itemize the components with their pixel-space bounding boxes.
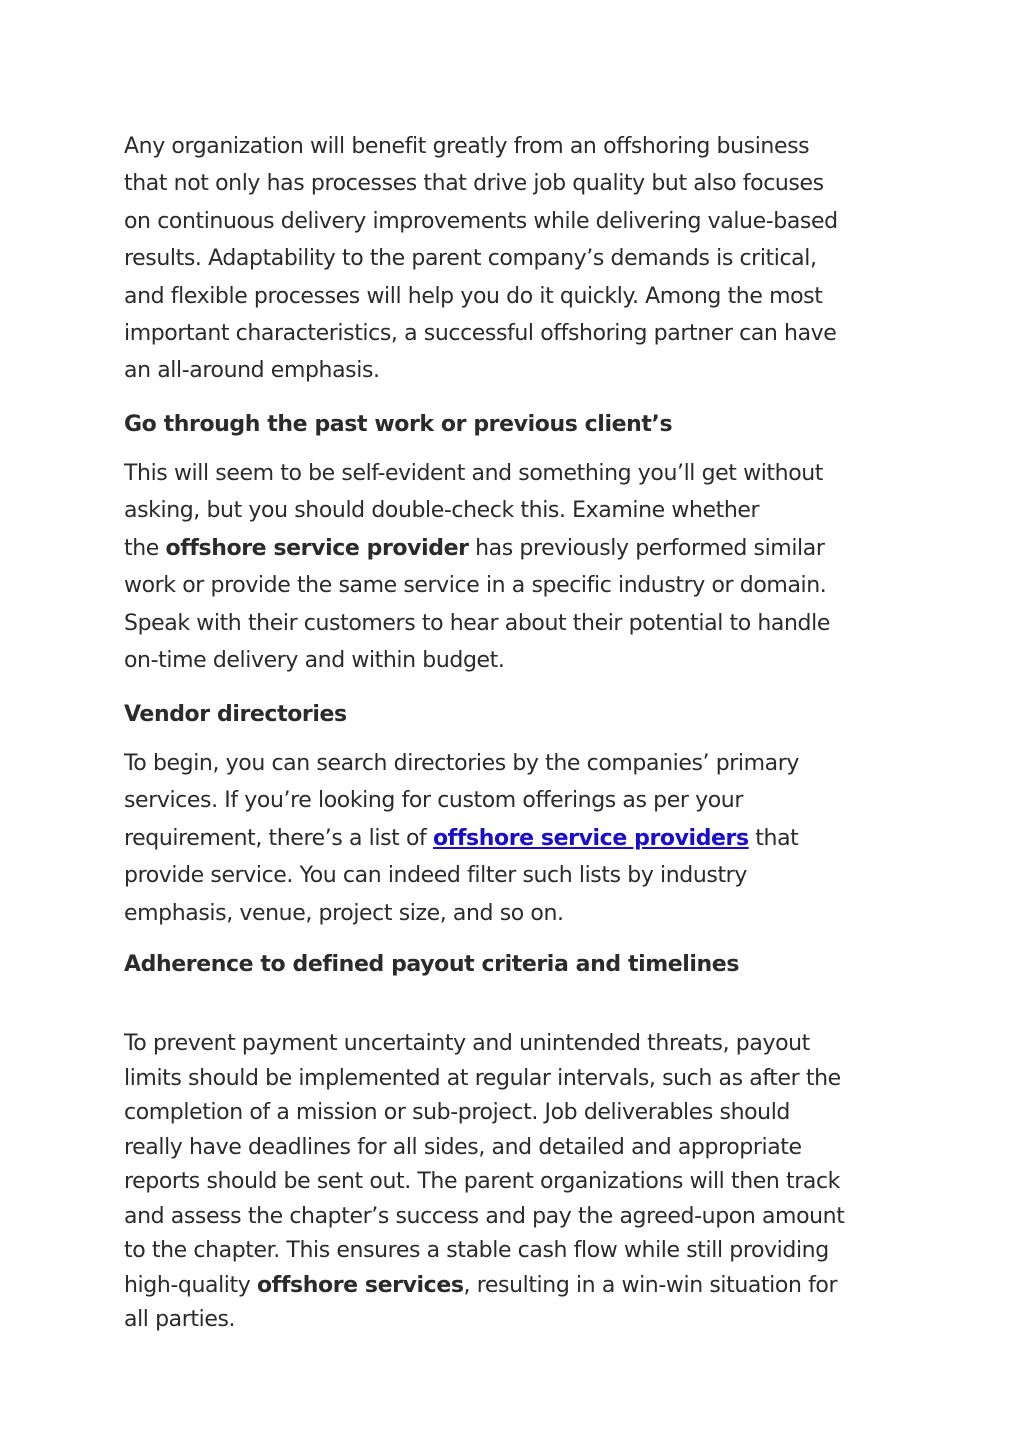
paragraph-line: that not only has processes that drive job quality but also focuses bbox=[124, 171, 824, 197]
section-heading-payout-criteria: Adherence to defined payout criteria and timelines bbox=[124, 952, 740, 977]
intro-paragraph bbox=[124, 128, 904, 390]
section-heading-vendor-directories: Vendor directories bbox=[124, 702, 347, 727]
section-heading-past-work: Go through the past work or previous client’s bbox=[124, 412, 673, 437]
paragraph-line: on continuous delivery improvements while delivering value-based bbox=[124, 208, 838, 234]
paragraph-line: important characteristics, a successful offshoring partner can have bbox=[124, 321, 837, 347]
offshore-service-providers-link[interactable]: offshore service providers bbox=[432, 825, 749, 851]
paragraph-line: an all-around emphasis. bbox=[124, 358, 380, 384]
paragraph-line: emphasis, venue, project size, and so on. bbox=[124, 900, 564, 926]
vendor-directories-paragraph bbox=[124, 745, 904, 932]
paragraph-line: and flexible processes will help you do it quickly. Among the most bbox=[124, 283, 823, 309]
paragraph-line: work or provide the same service in a specific industry or domain. bbox=[124, 573, 827, 599]
bold-term-offshore-service-provider: offshore service provider bbox=[165, 535, 469, 561]
paragraph-line: Speak with their customers to hear about their potential to handle bbox=[124, 610, 830, 636]
paragraph-line: to the chapter. This ensures a stable cash flow while still providing bbox=[124, 1238, 829, 1263]
text-fragment: that bbox=[748, 825, 799, 851]
paragraph-line: and assess the chapter’s success and pay the agreed-upon amount bbox=[124, 1203, 845, 1229]
paragraph-line: To begin, you can search directories by the companies’ primary bbox=[124, 751, 800, 776]
paragraph-line: on-time delivery and within budget. bbox=[124, 648, 505, 674]
paragraph-line: To prevent payment uncertainty and unintended threats, payout bbox=[124, 1031, 810, 1056]
paragraph-line bbox=[124, 1269, 904, 1304]
paragraph-line: completion of a mission or sub-project. Job deliverables should bbox=[124, 1100, 790, 1125]
paragraph-line: services. If you’re looking for custom offerings as per your bbox=[124, 788, 743, 814]
text-fragment: , resulting in a win-win situation for bbox=[463, 1272, 838, 1298]
text-fragment: high-quality bbox=[124, 1272, 257, 1298]
paragraph-line: asking, but you should double-check this. Examine whether bbox=[124, 498, 760, 524]
paragraph-line bbox=[124, 530, 904, 567]
past-work-paragraph bbox=[124, 455, 904, 679]
paragraph-line: results. Adaptability to the parent company’s demands is critical, bbox=[124, 246, 817, 272]
payout-criteria-paragraph bbox=[124, 1027, 904, 1338]
bold-term-offshore-services: offshore services bbox=[256, 1272, 464, 1298]
paragraph-line: reports should be sent out. The parent organizations will then track bbox=[124, 1169, 841, 1194]
paragraph-line: Any organization will benefit greatly from an offshoring business bbox=[124, 134, 810, 159]
paragraph-line bbox=[124, 820, 904, 857]
text-fragment: the bbox=[124, 535, 166, 561]
paragraph-line: limits should be implemented at regular intervals, such as after the bbox=[124, 1065, 841, 1091]
text-fragment: requirement, there’s a list of bbox=[124, 825, 433, 851]
paragraph-line: provide service. You can indeed filter such lists by industry bbox=[124, 863, 747, 889]
paragraph-line: really have deadlines for all sides, and detailed and appropriate bbox=[124, 1134, 802, 1160]
text-fragment: has previously performed similar bbox=[468, 535, 825, 561]
paragraph-line: This will seem to be self-evident and something you’ll get without bbox=[124, 461, 824, 486]
paragraph-line: all parties. bbox=[124, 1307, 236, 1332]
